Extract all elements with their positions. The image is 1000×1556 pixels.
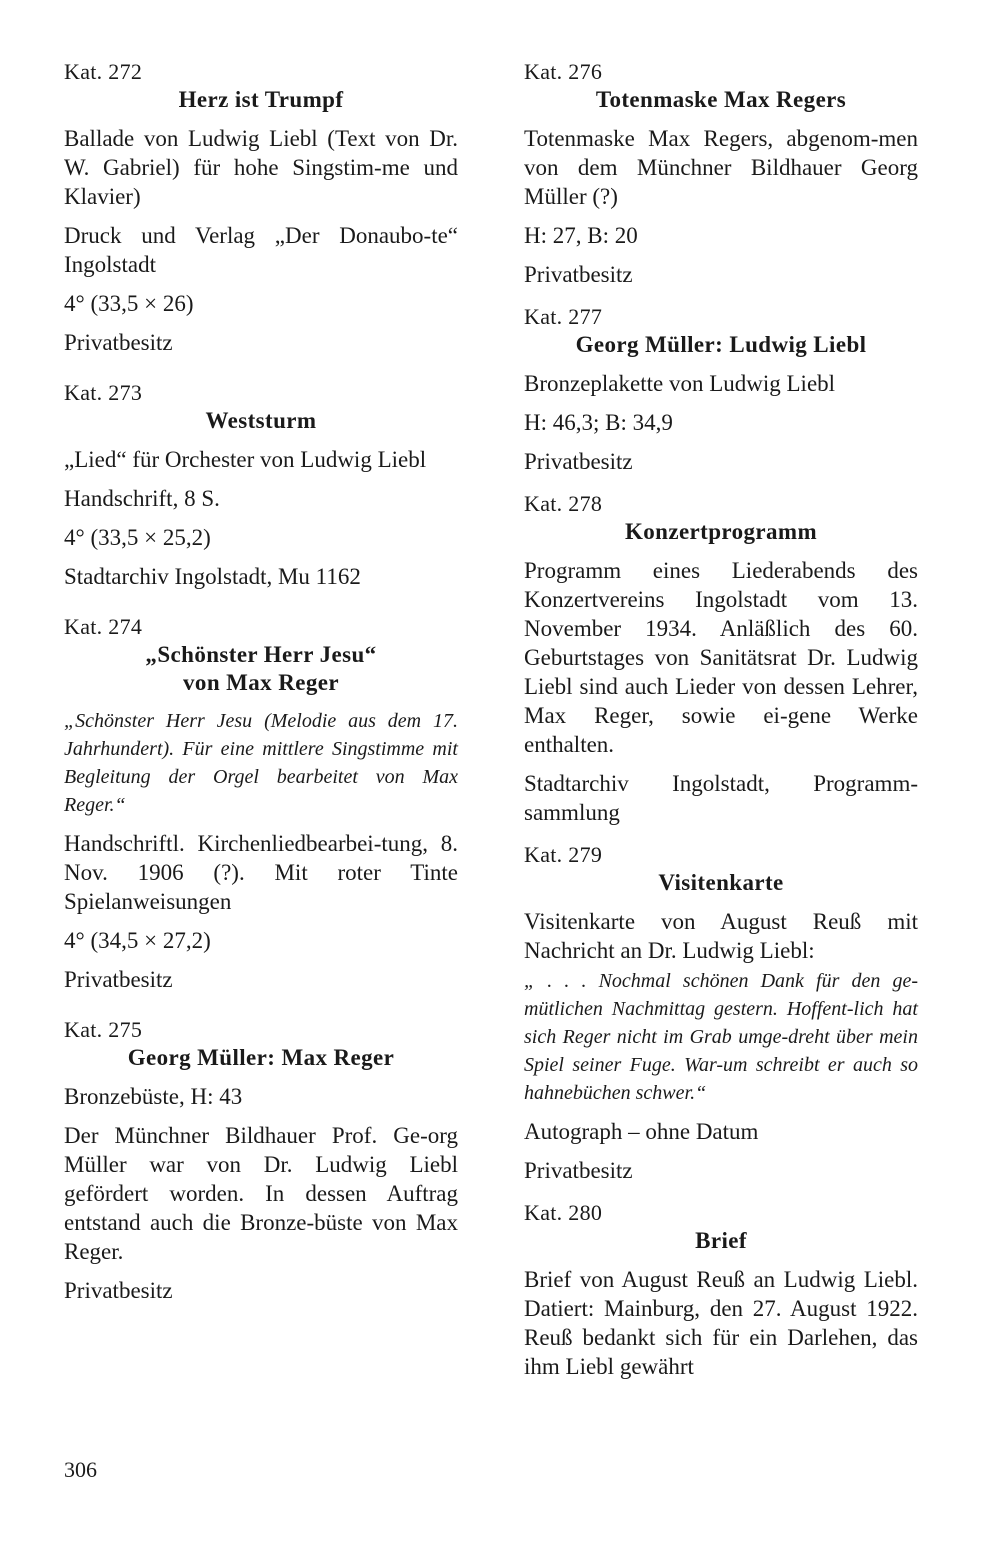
catalog-number: Kat. 273 (64, 380, 143, 405)
entry-owner: Privatbesitz (524, 1158, 633, 1183)
entry-owner: Stadtarchiv Ingolstadt, Mu 1162 (64, 564, 361, 589)
entry-title: Totenmaske Max Regers (595, 87, 847, 112)
entry-kat-277 (524, 303, 918, 476)
entry-publisher: Druck und Verlag „Der Donaubo-te“ Ingolstadt (64, 223, 458, 277)
entry-description: Totenmaske Max Regers, abgenom-men von dem Münchner Bildhauer Georg Müller (?) (524, 126, 918, 209)
entry-kat-276 (524, 58, 918, 289)
entry-title: Visitenkarte (658, 870, 784, 895)
entry-kat-280 (524, 1199, 918, 1381)
entry-description: Brief von August Reuß an Ludwig Liebl. Datiert: Mainburg, den 27. August 1922. Reuß bedankt sich für ein Darlehen, das ihm Liebl gewährt (524, 1267, 918, 1379)
catalog-number: Kat. 280 (524, 1200, 603, 1225)
catalog-number: Kat. 279 (524, 842, 603, 867)
entry-description: Programm eines Liederabends des Konzertvereins Ingolstadt vom 13. November 1934. Anläßlich des 60. Geburtstages von Sanitätsrat Dr. Ludwig Liebl sind auch Lieder von dessen Lehrer, Max Reger, sowie ei-gene Werke enthalten. (524, 558, 918, 757)
entry-owner: Privatbesitz (524, 262, 633, 287)
entry-owner: Privatbesitz (64, 967, 173, 992)
entry-dimensions: H: 46,3; B: 34,9 (524, 410, 673, 435)
entry-owner: Privatbesitz (524, 449, 633, 474)
entry-owner: Privatbesitz (64, 1278, 173, 1303)
entry-kat-275 (64, 1016, 458, 1305)
catalog-number: Kat. 275 (64, 1017, 143, 1042)
entry-title-line-2: von Max Reger (183, 670, 339, 695)
entry-description: „Lied“ für Orchester von Ludwig Liebl (64, 447, 427, 472)
entry-owner: Privatbesitz (64, 330, 173, 355)
page-number: 306 (64, 1457, 97, 1482)
entry-format: 4° (33,5 × 26) (64, 291, 194, 316)
entry-title: Konzertprogramm (624, 519, 818, 544)
entry-quote: „Schönster Herr Jesu (Melodie aus dem 17. Jahrhundert). Für eine mittlere Singstimme mit Begleitung der Orgel bearbeitet von Max Reger.“ (64, 710, 458, 816)
entry-description: Handschriftl. Kirchenliedbearbei-tung, 8. Nov. 1906 (?). Mit roter Tinte Spielanweisungen (64, 831, 458, 914)
entry-kat-274 (64, 613, 458, 994)
entry-title: Georg Müller: Max Reger (127, 1045, 395, 1070)
entry-medium: Handschrift, 8 S. (64, 486, 220, 511)
entry-description: Visitenkarte von August Reuß mit Nachricht an Dr. Ludwig Liebl: (524, 909, 918, 963)
entry-quote: „ . . . Nochmal schönen Dank für den ge-mütlichen Nachmittag gestern. Hoffent-lich hat sich Reger nicht im Grab umge-dreht über mein Spiel seiner Fuge. War-um schreibt er auch so hahnebüchen schwer.“ (524, 970, 918, 1104)
catalog-number: Kat. 272 (64, 59, 143, 84)
entry-title: Weststurm (205, 408, 317, 433)
catalog-number: Kat. 276 (524, 59, 603, 84)
catalog-number: Kat. 278 (524, 491, 603, 516)
entry-medium: Bronzebüste, H: 43 (64, 1084, 243, 1109)
catalog-number: Kat. 277 (524, 304, 603, 329)
catalog-number: Kat. 274 (64, 614, 143, 639)
entry-kat-278 (524, 490, 918, 827)
entry-kat-272 (64, 58, 458, 357)
entry-title: „Schönster Herr Jesu“ (145, 642, 377, 667)
right-column (524, 58, 918, 1381)
entry-kat-279 (524, 841, 918, 1185)
entry-owner: Stadtarchiv Ingolstadt, Programm-sammlung (524, 771, 918, 825)
entry-description: Bronzeplakette von Ludwig Liebl (524, 371, 836, 396)
entry-title: Herz ist Trumpf (178, 87, 344, 112)
entry-dimensions: H: 27, B: 20 (524, 223, 638, 248)
entry-description: Ballade von Ludwig Liebl (Text von Dr. W. Gabriel) für hohe Singstim-me und Klavier) (64, 126, 458, 209)
entry-format: 4° (33,5 × 25,2) (64, 525, 211, 550)
entry-description: Der Münchner Bildhauer Prof. Ge-org Müller war von Dr. Ludwig Liebl gefördert worden. In dessen Auftrag entstand auch die Bronze-büste von Max Reger. (64, 1123, 458, 1264)
entry-medium: Autograph – ohne Datum (524, 1119, 759, 1144)
entry-kat-273 (64, 379, 458, 591)
entry-title: Brief (695, 1228, 747, 1253)
entry-title: Georg Müller: Ludwig Liebl (575, 332, 867, 357)
left-column (64, 58, 458, 1305)
entry-format: 4° (34,5 × 27,2) (64, 928, 211, 953)
